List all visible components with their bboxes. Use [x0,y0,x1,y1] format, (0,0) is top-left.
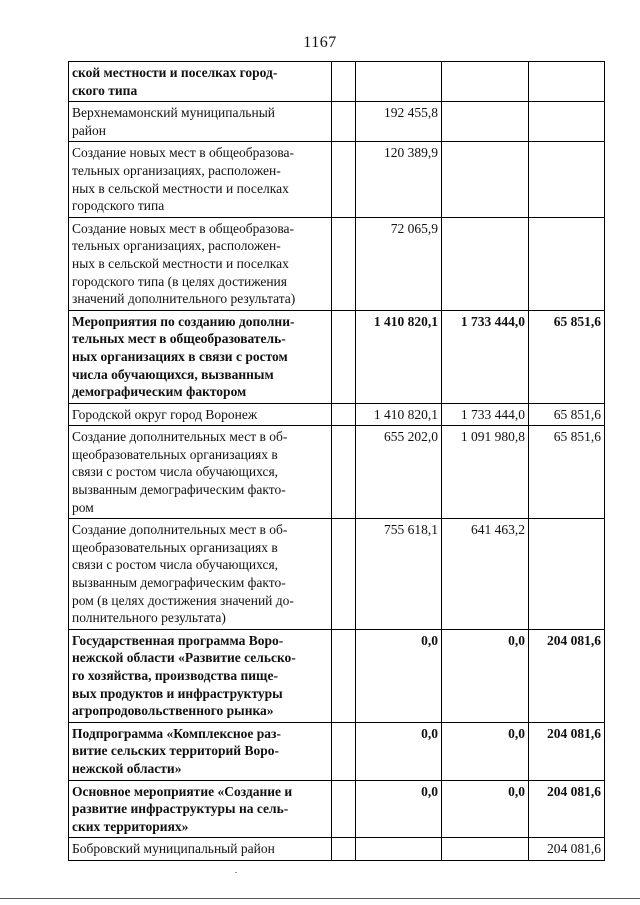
row-value-3-cell [529,142,605,217]
page-number: 1167 [303,34,337,51]
row-code-cell [332,62,356,102]
row-code-cell [332,780,356,838]
row-code-cell [332,722,356,780]
row-value-1-cell [356,838,442,861]
row-value-3-cell [529,217,605,310]
row-name-cell: Бобровский муниципальный район [69,838,332,861]
row-code-cell [332,142,356,217]
row-value-1-cell: 755 618,1 [356,519,442,630]
row-value-3-cell: 204 081,6 [529,722,605,780]
row-value-3-cell: 65 851,6 [529,310,605,403]
row-name-cell: Государственная программа Воро- нежской области «Развитие сельско- го хозяйства, производства пище- вых продуктов и инфраструктуры агропродовольственного рынка» [69,629,332,722]
page-bottom-edge [0,898,640,899]
row-value-3-cell: 204 081,6 [529,629,605,722]
row-value-2-cell [442,102,529,142]
row-name-cell: Создание дополнительных мест в об- щеобразовательных организациях в связи с ростом числа обучающихся, вызванным демографическим факто- ром (в целях достижения значений до- полнительного результата) [69,519,332,630]
row-value-1-cell: 0,0 [356,780,442,838]
table-row [69,780,605,838]
row-code-cell [332,217,356,310]
row-value-2-cell: 1 091 980,8 [442,426,529,519]
row-name-cell: Создание новых мест в общеобразова- тельных организациях, расположен- ных в сельской местности и поселках городского типа (в целях достижения значений дополнительного результата) [69,217,332,310]
row-code-cell [332,838,356,861]
table-row [69,62,605,102]
row-value-3-cell [529,62,605,102]
row-name-cell: Создание новых мест в общеобразова- тельных организациях, расположен- ных в сельской местности и поселках городского типа [69,142,332,217]
row-code-cell [332,102,356,142]
row-value-2-cell: 0,0 [442,780,529,838]
row-value-3-cell [529,519,605,630]
table-row [69,838,605,861]
row-value-2-cell [442,142,529,217]
row-value-1-cell: 0,0 [356,722,442,780]
row-name-cell: Верхнемамонский муниципальный район [69,102,332,142]
row-value-1-cell: 120 389,9 [356,142,442,217]
table-row [69,519,605,630]
row-name-cell: ской местности и поселках город- ского типа [69,62,332,102]
row-value-3-cell: 65 851,6 [529,426,605,519]
row-value-2-cell [442,217,529,310]
row-name-cell: Создание дополнительных мест в об- щеобразовательных организациях в связи с ростом числа обучающихся, вызванным демографическим факто- ром [69,426,332,519]
table-row [69,403,605,426]
row-code-cell [332,426,356,519]
row-value-3-cell [529,102,605,142]
scan-speck [235,872,237,873]
table-row [69,102,605,142]
table-row [69,629,605,722]
row-value-1-cell: 192 455,8 [356,102,442,142]
row-value-1-cell: 0,0 [356,629,442,722]
row-value-2-cell: 0,0 [442,722,529,780]
row-code-cell [332,403,356,426]
row-value-1-cell: 72 065,9 [356,217,442,310]
row-code-cell [332,310,356,403]
table-row [69,142,605,217]
row-value-2-cell: 641 463,2 [442,519,529,630]
table-row [69,217,605,310]
table-row [69,310,605,403]
row-code-cell [332,519,356,630]
row-value-2-cell [442,62,529,102]
row-value-2-cell: 1 733 444,0 [442,403,529,426]
row-value-2-cell: 0,0 [442,629,529,722]
row-value-3-cell: 204 081,6 [529,838,605,861]
table-row [69,426,605,519]
row-name-cell: Мероприятия по созданию дополни- тельных мест в общеобразователь- ных организациях в связи с ростом числа обучающихся, вызванным демографическим фактором [69,310,332,403]
budget-table [68,61,605,861]
row-code-cell [332,629,356,722]
row-name-cell: Городской округ город Воронеж [69,403,332,426]
row-name-cell: Основное мероприятие «Создание и развитие инфраструктуры на сель- ских территориях» [69,780,332,838]
row-name-cell: Подпрограмма «Комплексное раз- витие сельских территорий Воро- нежской области» [69,722,332,780]
row-value-3-cell: 65 851,6 [529,403,605,426]
row-value-1-cell: 1 410 820,1 [356,310,442,403]
table-row [69,722,605,780]
row-value-3-cell: 204 081,6 [529,780,605,838]
row-value-1-cell [356,62,442,102]
row-value-1-cell: 655 202,0 [356,426,442,519]
row-value-1-cell: 1 410 820,1 [356,403,442,426]
row-value-2-cell: 1 733 444,0 [442,310,529,403]
budget-table-body [69,62,605,861]
row-value-2-cell [442,838,529,861]
